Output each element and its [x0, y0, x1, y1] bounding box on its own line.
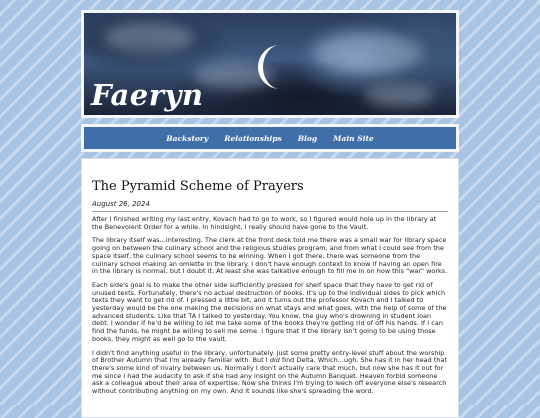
cloud — [364, 83, 434, 107]
crescent-moon-icon — [256, 41, 298, 93]
blog-post — [81, 158, 459, 418]
post-paragraph: After I finished writing my last entry, Kovach had to go to work, so I figured would hole up in the library at the Benevolent Order for a while. In hindsight, I really should have gone to the Vault. — [92, 215, 437, 231]
nav-bar — [84, 127, 456, 149]
nav-link-main-site[interactable]: Main Site — [333, 133, 374, 143]
emphasis-text: did — [269, 356, 280, 365]
site-title[interactable]: Faeryn — [91, 78, 204, 112]
cloud — [314, 33, 424, 73]
post-paragraph — [92, 350, 448, 396]
header-banner — [81, 10, 459, 118]
post-date: August 26, 2024 — [92, 200, 448, 212]
nav-link-relationships[interactable]: Relationships — [224, 133, 282, 143]
nav-link-backstory[interactable]: Backstory — [166, 133, 209, 143]
paragraph-text: I didn't find anything useful in the library, unfortunately. Just some pretty entry-level stuff about the worship of Brother Autumn that I'm already familiar with. But I — [92, 348, 445, 365]
paragraph-text: find Delta. Which...ugh. She has it in her head that there's some kind of rivalry between us. Normally I don't actually care that much, but now she has it out for me since I had the audacity to ask if she had any insight on the Autumn Banquet. Heaven forbid someone ask a colleague about their area of expertise. Now she thinks I'm trying to leech off everyone else's research without contributing anything on my own. And it sounds like she's spreading the word. — [92, 356, 448, 396]
nav-link-blog[interactable]: Blog — [297, 133, 318, 143]
post-paragraph: The library itself was...interesting. The clerk at the front desk told me there was a small war for library space going on between the culinary school and the religious studies program, and from what I could see from the space itself, the culinary school seems to be winning. When I got there, there was someone from the culinary school making an omlette in the library. I don't have enough context to know if having an open fire in the library is normal, but I doubt it. At least she was talkative enough to fill me in on how this "war" works. — [92, 236, 448, 276]
post-title: The Pyramid Scheme of Prayers — [92, 179, 304, 194]
post-paragraph: Each side's goal is to make the other side sufficiently pressed for shelf space that they have to get rid of unused texts. Fortunately, there's no actual destruction of books. It's up to the individual sides to pick which texts they want to get rid of. I pressed a little bit, and it turns out the professor Kovach and I talked to yesterday would be the one making the decisions on what stays and what goes, with the help of some of the advanced students. Like that TA I talked to yesterday. You know, the guy who's drowning in student loan debt. I wonder if he'd be willing to let me take some of the books they're getting rid of off his hands. If I can find the funds, he might be willing to sell me some. I figure that if the library isn't going to be using those books, they might as well go to the vault. — [92, 280, 447, 343]
main-nav — [81, 124, 459, 152]
header-image — [84, 13, 456, 115]
cloud — [104, 23, 194, 53]
